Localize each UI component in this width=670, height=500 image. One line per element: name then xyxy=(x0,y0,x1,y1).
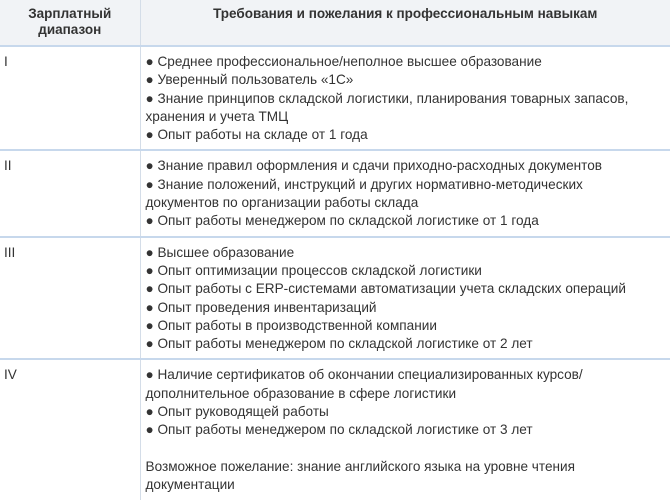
requirement-item: ● Опыт работы менеджером по складской логистике от 3 лет xyxy=(145,422,533,438)
requirement-item: ● Знание положений, инструкций и других нормативно-методических документов по организации работы склада xyxy=(145,176,583,211)
table-row xyxy=(0,150,670,236)
optional-wish-note: Возможное пожелание: знание английского языка на уровне чтения документации xyxy=(145,458,575,493)
requirement-item: ● Опыт работы в производственной компании xyxy=(145,317,437,333)
table-row xyxy=(0,46,670,150)
requirement-item: ● Опыт руководящей работы xyxy=(145,404,329,420)
requirement-item: ● Среднее профессиональное/неполное высшее образование xyxy=(145,54,542,69)
salary-range-cell: III xyxy=(0,237,140,360)
blank-line-spacer xyxy=(146,440,651,458)
table-row xyxy=(0,359,670,499)
requirement-item: ● Опыт оптимизации процессов складской логистики xyxy=(145,262,482,278)
header-salary-range: Зарплатный диапазон xyxy=(0,0,140,46)
table-body xyxy=(0,46,670,500)
salary-range-cell: IV xyxy=(0,359,140,499)
requirement-item: ● Опыт работы менеджером по складской логистике от 2 лет xyxy=(145,336,533,352)
requirement-item: ● Опыт работы менеджером по складской логистике от 1 года xyxy=(145,213,539,229)
skills-cell xyxy=(140,46,670,150)
requirement-item: ● Знание принципов складской логистики, планирования товарных запасов, хранения и учета ТМЦ xyxy=(145,90,629,124)
salary-range-cell: II xyxy=(0,150,140,236)
skills-cell xyxy=(140,359,670,499)
skills-cell xyxy=(140,150,670,236)
requirement-item: ● Наличие сертификатов об окончании специализированных курсов/ дополнительное образование в сфере логистики xyxy=(145,367,583,401)
table-header xyxy=(0,0,670,46)
requirement-item: ● Уверенный пользователь «1С» xyxy=(145,72,354,88)
salary-range-cell: I xyxy=(0,46,140,150)
skills-cell xyxy=(140,237,670,360)
requirement-item: ● Опыт работы с ERP-системами автоматизации учета складских операций xyxy=(145,281,626,297)
header-skills-requirements: Требования и пожелания к профессиональным навыкам xyxy=(140,0,670,46)
table-row xyxy=(0,237,670,360)
requirement-item: ● Опыт проведения инвентаризаций xyxy=(145,299,377,315)
requirement-item: ● Высшее образование xyxy=(145,244,295,260)
requirement-item: ● Знание правил оформления и сдачи приходно-расходных документов xyxy=(145,158,603,174)
header-row xyxy=(0,0,670,46)
requirement-item: ● Опыт работы на складе от 1 года xyxy=(145,127,368,143)
